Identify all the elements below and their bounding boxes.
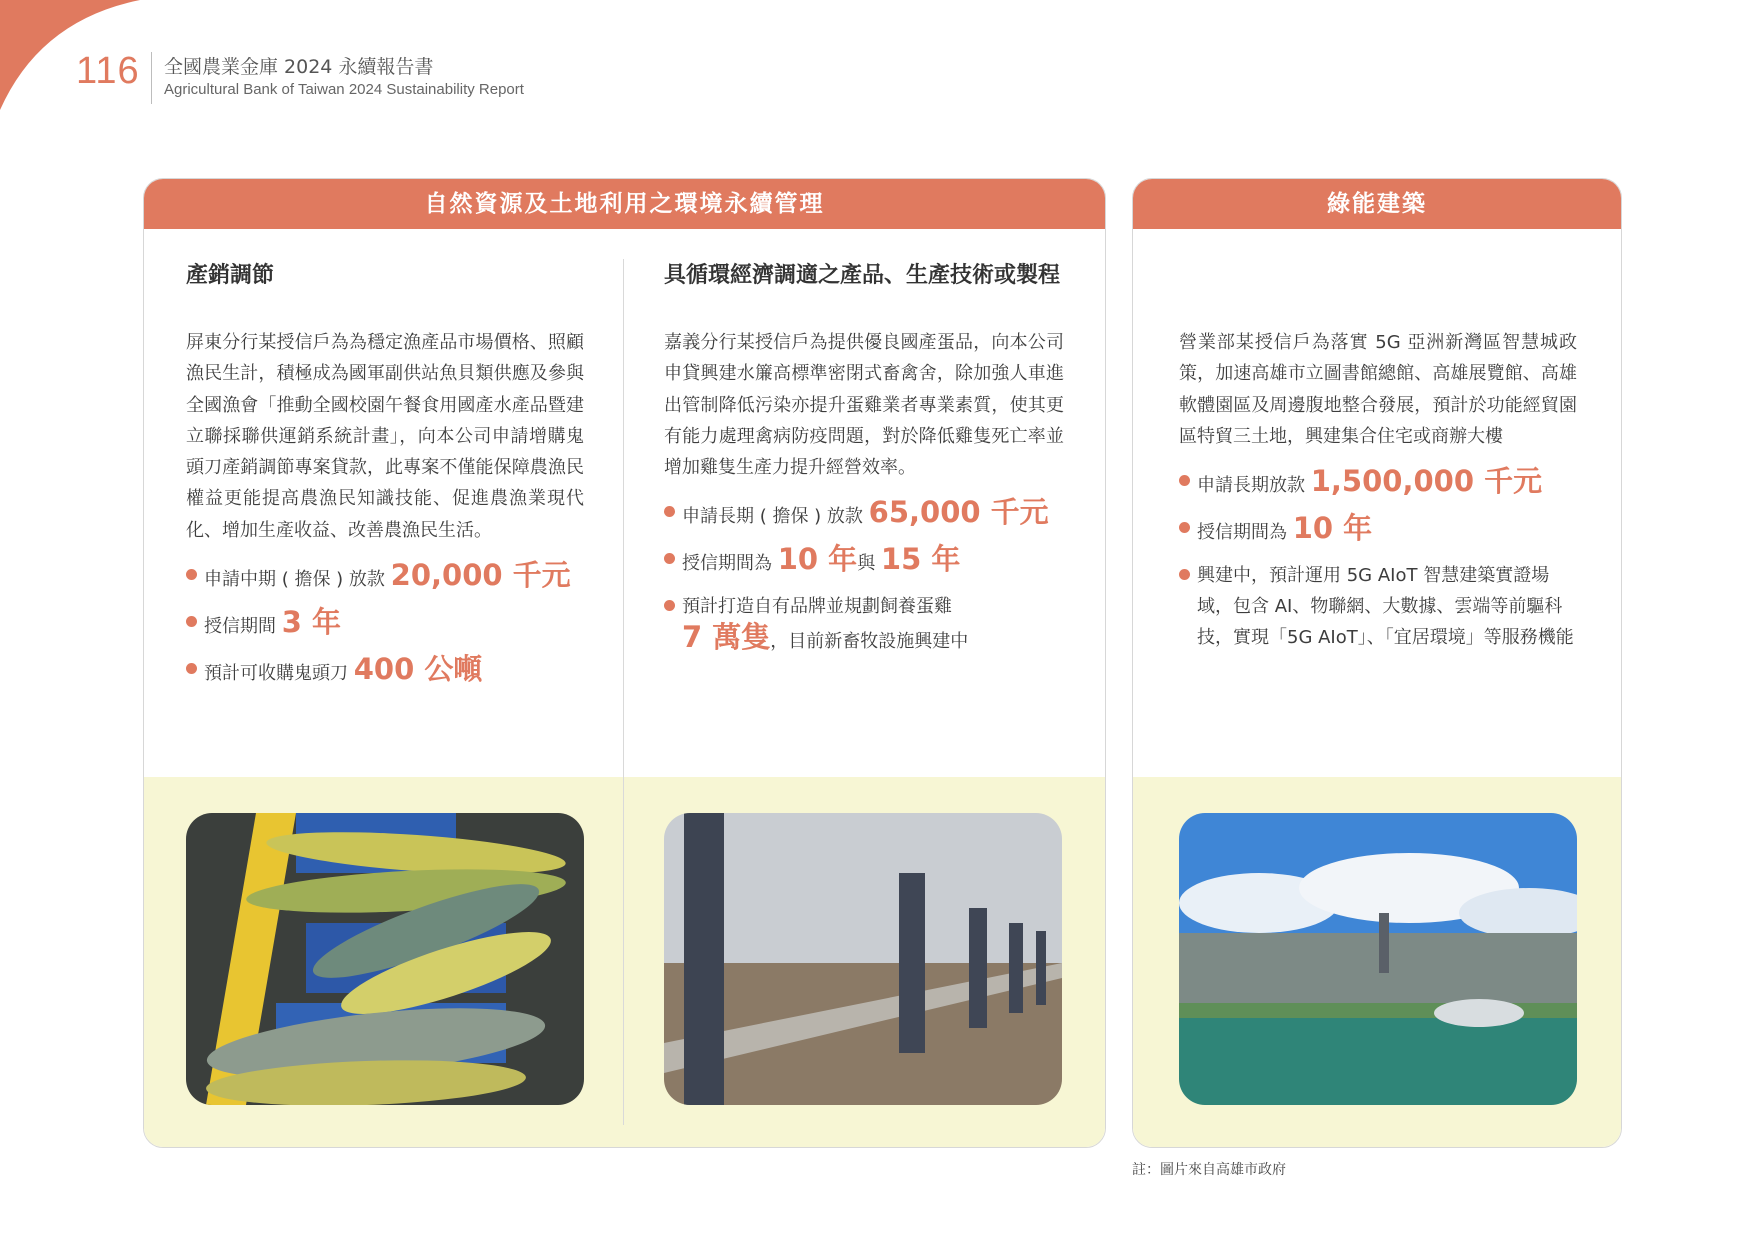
bullet-dot-icon bbox=[664, 553, 675, 564]
bullet-list bbox=[186, 560, 584, 689]
bullet-loan: 申請中期 ( 擔保 ) 放款 20,000 千元 bbox=[186, 560, 584, 595]
column-title: 具循環經濟調適之產品、生產技術或製程 bbox=[664, 263, 1061, 288]
report-title-zh: 全國農業金庫 2024 永續報告書 bbox=[164, 56, 434, 78]
column-body: 嘉義分行某授信戶為提供優良國產蛋品，向本公司申貸興建水簾高標準密閉式畜禽舍，除加強人車進出管制降低污染亦提升蛋雞業者專業素質，使其更有能力處理禽病防疫問題，對於降低雞隻死亡率並增加雞隻生產力提升經營效率。 bbox=[664, 332, 1064, 479]
column-divider bbox=[623, 259, 624, 1125]
header-divider bbox=[151, 52, 152, 104]
bullet-aiot: 興建中，預計運用 5G AIoT 智慧建築實證場域，包含 AI、物聯網、大數據、雲端等前驅科技，實現「5G AIoT」、「宜居環境」等服務機能 bbox=[1179, 560, 1577, 653]
bullet-dot-icon bbox=[1179, 475, 1190, 486]
bullet-period: 授信期間為 10 年 bbox=[1179, 513, 1577, 548]
card-title: 自然資源及土地利用之環境永續管理 bbox=[144, 179, 1105, 229]
bullet-dot-icon bbox=[664, 600, 675, 611]
kaohsiung-city-photo bbox=[1179, 813, 1577, 1105]
mahi-mahi-photo bbox=[186, 813, 584, 1105]
construction-site-photo bbox=[664, 813, 1062, 1105]
bullet-loan: 申請長期 ( 擔保 ) 放款 65,000 千元 bbox=[664, 497, 1064, 532]
column-body: 屏東分行某授信戶為為穩定漁產品市場價格、照顧漁民生計，積極成為國軍副供站魚貝類供應及參與全國漁會「推動全國校園午餐食用國產水產品暨建立聯採聯供運銷系統計畫」，向本公司申請增購鬼頭刀產銷調節專案貸款，此專案不僅能保障農漁民權益更能提高農漁民知識技能、促進農漁業現代化、增加生產收益、改善農漁民生活。 bbox=[186, 332, 584, 541]
bullet-dot-icon bbox=[1179, 522, 1190, 533]
footnote: 註：圖片來自高雄市政府 bbox=[1132, 1162, 1286, 1178]
page-number: 116 bbox=[76, 50, 140, 92]
bullet-loan: 申請長期放款 1,500,000 千元 bbox=[1179, 466, 1577, 501]
bullet-list bbox=[664, 497, 1064, 657]
green-building-column bbox=[1179, 327, 1577, 665]
bullet-purchase: 預計可收購鬼頭刀 400 公噸 bbox=[186, 654, 584, 689]
bullet-dot-icon bbox=[1179, 569, 1190, 580]
column-body: 營業部某授信戶為落實 5G 亞洲新灣區智慧城政策，加速高雄市立圖書館總館、高雄展覽館、高雄軟體園區及周邊腹地整合發展，預計於功能經貿園區特貿三土地，興建集合住宅或商辦大樓 bbox=[1179, 332, 1577, 447]
bullet-dot-icon bbox=[186, 616, 197, 627]
circular-economy-column bbox=[664, 259, 1064, 669]
bullet-dot-icon bbox=[186, 569, 197, 580]
environment-management-card bbox=[143, 178, 1106, 1148]
bullet-dot-icon bbox=[664, 506, 675, 517]
report-title-en: Agricultural Bank of Taiwan 2024 Sustainability Report bbox=[164, 81, 524, 98]
production-marketing-column bbox=[186, 259, 584, 701]
card-title: 綠能建築 bbox=[1133, 179, 1621, 229]
bullet-period: 授信期間為 10 年與 15 年 bbox=[664, 544, 1064, 579]
bullet-dot-icon bbox=[186, 663, 197, 674]
column-title: 產銷調節 bbox=[186, 263, 275, 288]
bullet-brand: 預計打造自有品牌並規劃飼養蛋雞 7 萬隻，目前新畜牧設施興建中 bbox=[664, 591, 1064, 657]
green-building-card bbox=[1132, 178, 1622, 1148]
bullet-list bbox=[1179, 466, 1577, 653]
bullet-period: 授信期間 3 年 bbox=[186, 607, 584, 642]
